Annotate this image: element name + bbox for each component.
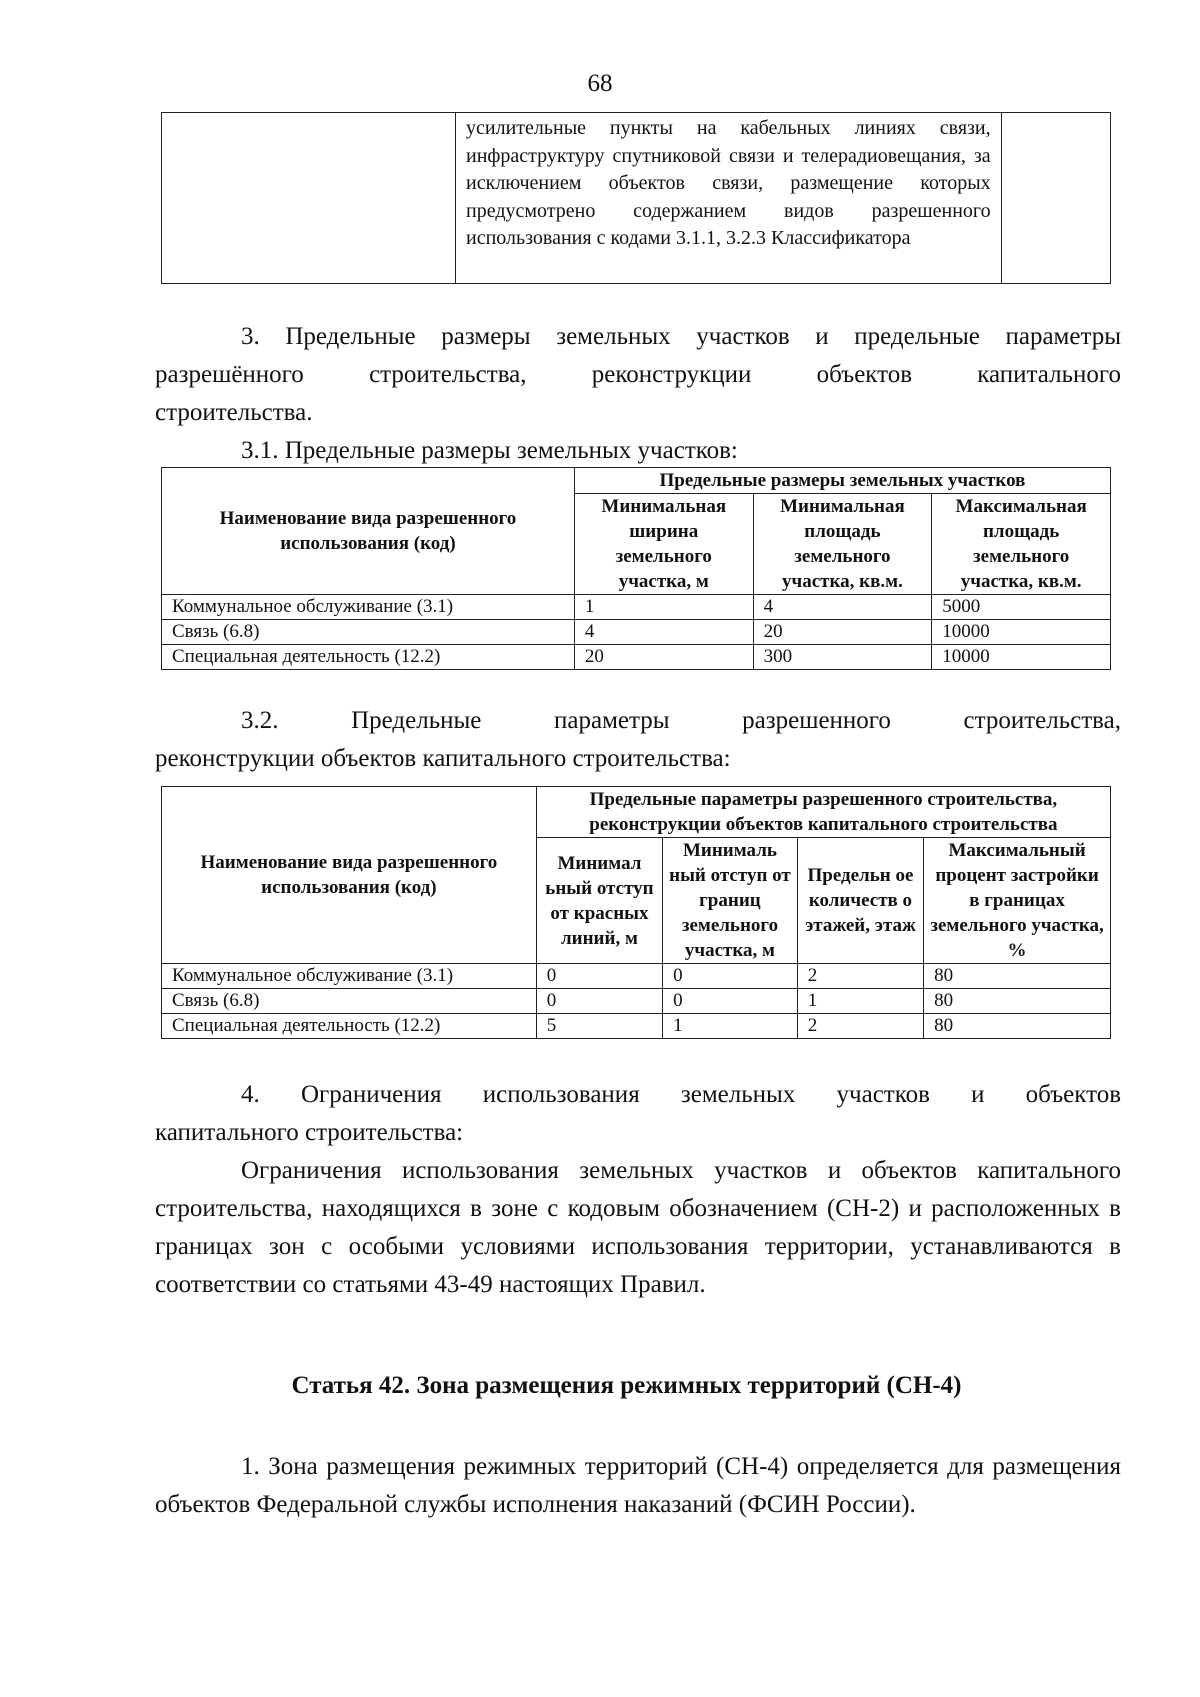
table-cell: Коммунальное обслуживание (3.1)	[162, 595, 575, 620]
section-3-2-paragraph	[155, 702, 1121, 778]
section-4-line: 4. Ограничения использования земельных участков и объектов	[241, 1081, 1121, 1108]
table-cell: 4	[753, 595, 932, 620]
section-3-line: строительства.	[155, 399, 313, 426]
page-number: 68	[587, 70, 613, 97]
column-header-name: Наименование вида разрешенного использования (код)	[162, 787, 537, 964]
table-cell: 0	[536, 989, 662, 1014]
section-4-paragraph	[155, 1076, 1121, 1152]
table-row	[162, 113, 1111, 284]
table-cell: 2	[797, 964, 923, 989]
table-cell: 20	[574, 645, 753, 670]
table-cell: 0	[663, 964, 798, 989]
table-cell: Связь (6.8)	[162, 620, 575, 645]
table-header-row	[162, 468, 1111, 494]
table-row	[162, 620, 1111, 645]
table-cell: 5000	[932, 595, 1111, 620]
column-header: Минимальная ширина земельного участка, м	[574, 494, 753, 595]
table-header-row	[162, 787, 1111, 838]
table-3-1	[161, 467, 1111, 670]
article-42-paragraph-1: 1. Зона размещения режимных территорий (СН-4) определяется для размещения объектов Федеральной службы исполнения наказаний (ФСИН России).	[155, 1453, 1121, 1518]
table-cell: 0	[536, 964, 662, 989]
table-row	[162, 989, 1111, 1014]
table-cell: 80	[924, 989, 1111, 1014]
column-group-header: Предельные параметры разрешенного строительства, реконструкции объектов капитального строительства	[536, 787, 1110, 838]
article-42-title: Статья 42. Зона размещения режимных территорий (СН-4)	[291, 1372, 962, 1399]
table-cell: Коммунальное обслуживание (3.1)	[162, 964, 537, 989]
table-cell: 20	[753, 620, 932, 645]
table-3-2	[161, 786, 1111, 1039]
table-cell: 10000	[932, 645, 1111, 670]
table-cell: 1	[797, 989, 923, 1014]
table-cell: 1	[663, 1014, 798, 1039]
column-header: Минимальная площадь земельного участка, кв.м.	[753, 494, 932, 595]
table-cell: 80	[924, 1014, 1111, 1039]
section-3-2-line: реконструкции объектов капитального строительства:	[155, 745, 731, 772]
table-cell: 300	[753, 645, 932, 670]
table-cell	[162, 113, 456, 284]
section-3-paragraph	[155, 318, 1121, 470]
table-row	[162, 1014, 1111, 1039]
column-header: Предельн ое количеств о этажей, этаж	[797, 838, 923, 964]
table-cell: усилительные пункты на кабельных линиях связи, инфраструктуру спутниковой связи и телерадиовещания, за исключением объектов связи, размещение которых предусмотрено содержанием видов разрешенного использования с кодами 3.1.1, 3.2.3 Классификатора	[456, 113, 1002, 284]
column-header: Максимальная площадь земельного участка, кв.м.	[932, 494, 1111, 595]
table-cell: 2	[797, 1014, 923, 1039]
table-cell	[1001, 113, 1110, 284]
table-cell: Специальная деятельность (12.2)	[162, 1014, 537, 1039]
table-row	[162, 595, 1111, 620]
table-row	[162, 964, 1111, 989]
section-4-line: капитального строительства:	[155, 1119, 464, 1146]
table-cell: 5	[536, 1014, 662, 1039]
table-cell: 0	[663, 989, 798, 1014]
table-cell: 10000	[932, 620, 1111, 645]
section-3-line: 3. Предельные размеры земельных участков и предельные параметры	[241, 323, 1121, 350]
section-3-2-line: 3.2. Предельные параметры разрешенного строительства,	[241, 707, 1121, 734]
continuation-table	[161, 112, 1111, 284]
column-group-header: Предельные размеры земельных участков	[574, 468, 1110, 494]
column-header: Максимальный процент застройки в границах земельного участка, %	[924, 838, 1111, 964]
table-cell: Специальная деятельность (12.2)	[162, 645, 575, 670]
table-cell: Связь (6.8)	[162, 989, 537, 1014]
column-header: Минимал ьный отступ от красных линий, м	[536, 838, 662, 964]
table-cell: 4	[574, 620, 753, 645]
section-3-line: разрешённого строительства, реконструкции объектов капитального	[155, 361, 1121, 388]
column-header: Минималь ный отступ от границ земельного участка, м	[663, 838, 798, 964]
table-row	[162, 645, 1111, 670]
subsection-3-1-title: 3.1. Предельные размеры земельных участков:	[241, 437, 738, 464]
column-header-name: Наименование вида разрешенного использования (код)	[162, 468, 575, 595]
section-4-body: Ограничения использования земельных участков и объектов капитального строительства, находящихся в зоне с кодовым обозначением (СН-2) и расположенных в границах зон с особыми условиями использования территории, устанавливаются в соответствии со статьями 43-49 настоящих Правил.	[155, 1157, 1121, 1298]
table-cell: 80	[924, 964, 1111, 989]
table-cell: 1	[574, 595, 753, 620]
